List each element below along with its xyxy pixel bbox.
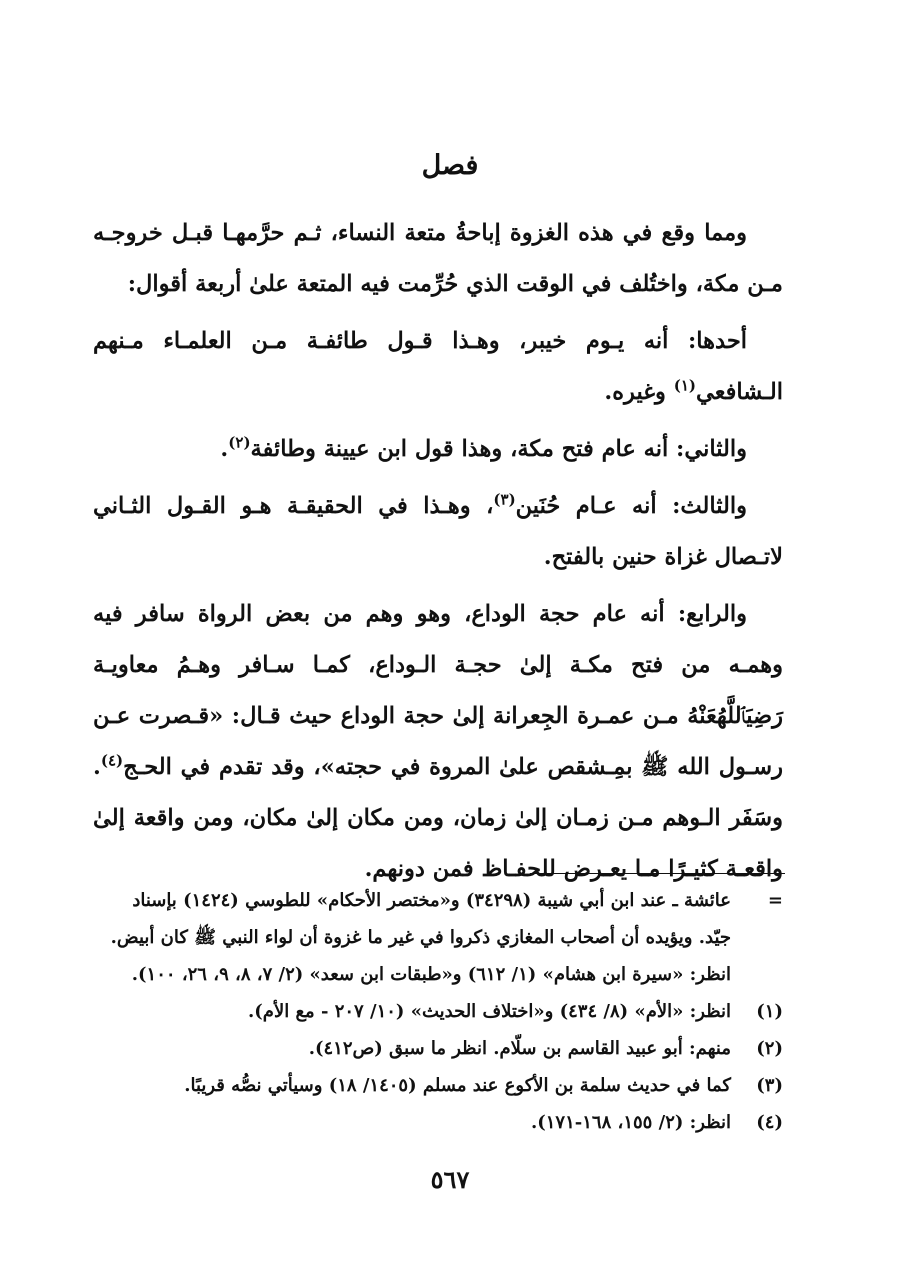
footnote-continuation-line: انظر: «سيرة ابن هشام» (١/ ٦١٢) و«طبقات ابن سعد» (٢/ ٧، ٨، ٩، ٢٦، ١٠٠). — [131, 964, 731, 985]
paragraph-first-opinion-end: وغيره. — [604, 379, 674, 405]
footnote-text: انظر: «الأم» (٨/ ٤٣٤) و«اختلاف الحديث» (١٠/ ٢٠٧ - مع الأم). — [248, 1001, 731, 1022]
paragraph-second-opinion-text: والثاني: أنه عام فتح مكة، وهذا قول ابن عيينة وطائفة — [250, 436, 747, 462]
paragraph-fourth-opinion-text: والرابع: أنه عام حجة الوداع، وهو وهم من بعض الرواة سافر فيه وهمـه من فتح مكـة إلىٰ حجـة الـوداع، كمـا سـافر وهـمُ معاويـة رَضِيَٱللَّهُعَنْهُ مـن عمـرة الجِعرانة إلىٰ حجة الوداع حيث قـال: «قـصرت عـن رسـول الله ﷺ بمِـشقص علىٰ المروة في حجته»، وقد تقدم في الحـج — [93, 601, 783, 780]
paragraph-third-opinion-end: ، وهـذا في الحقيقـة هـو القـول الثـاني لاتـصال غزاة حنين بالفتح. — [93, 493, 783, 570]
paragraph-fourth-opinion-end: . وسَفَر الـوهم مـن زمـان إلىٰ زمان، ومن مكان إلىٰ مكان، ومن واقعة إلىٰ واقعـة كثيـرًا مـا يعـرض للحفـاظ فمن دونهم. — [93, 754, 783, 882]
paragraph-first-opinion — [93, 316, 783, 418]
paragraph-second-opinion-end: . — [220, 436, 229, 462]
footnote-continuation-line: جيّد. ويؤيده أن أصحاب المغازي ذكروا في غير ما غزوة أن لواء النبي ﷺ كان أبيض. — [110, 927, 731, 948]
paragraph-first-opinion-text: أحدها: أنه يـوم خيبر، وهـذا قـول طائفـة مـن العلمـاء مـنهم الـشافعي — [93, 328, 783, 405]
main-text — [93, 208, 783, 895]
footnote-text: منهم: أبو عبيد القاسم بن سلّام. انظر ما سبق (ص٤١٢). — [308, 1038, 731, 1059]
footnote-marker: (١) — [756, 1001, 783, 1022]
page-number: ٥٦٧ — [430, 1165, 470, 1194]
paragraph-second-opinion — [93, 424, 783, 475]
footnotes — [93, 882, 783, 1141]
footnote-ref-2[interactable]: (٢) — [228, 433, 251, 452]
paragraph-intro — [93, 208, 783, 310]
footnote-marker: (٢) — [756, 1038, 783, 1059]
footnote-ref-1[interactable]: (١) — [673, 376, 696, 395]
footnote-item — [93, 1104, 783, 1141]
footnote-marker: (٤) — [756, 1112, 783, 1133]
footnote-divider — [530, 873, 785, 874]
footnote-item — [93, 1030, 783, 1067]
footnote-item — [93, 993, 783, 1030]
footnote-continuation-marker: = — [767, 890, 783, 911]
footnote-continuation — [93, 882, 783, 919]
paragraph-fourth-opinion — [93, 589, 783, 895]
footnote-marker: (٣) — [756, 1075, 783, 1096]
footnote-text: انظر: (٢/ ١٥٥، ١٦٨-١٧١). — [530, 1112, 731, 1133]
section-heading: فصل — [421, 150, 479, 181]
paragraph-third-opinion-text: والثالث: أنه عـام حُنَين — [515, 493, 747, 519]
paragraph-third-opinion — [93, 481, 783, 583]
footnote-continuation-line: عائشة ـ عند ابن أبي شيبة (٣٤٢٩٨) و«مختصر الأحكام» للطوسي (١٤٢٤) بإسناد — [132, 890, 731, 911]
footnote-ref-4[interactable]: (٤) — [100, 751, 124, 770]
footnote-text: كما في حديث سلمة بن الأكوع عند مسلم (١٤٠٥/ ١٨) وسيأتي نصُّه قريبًا. — [184, 1075, 731, 1096]
footnote-item — [93, 1067, 783, 1104]
paragraph-intro-text: ومما وقع في هذه الغزوة إباحةُ متعة النساء، ثـم حرَّمهـا قبـل خروجـه مـن مكة، واختُلف في الوقت الذي حُرِّمت فيه المتعة علىٰ أربعة أقوال: — [93, 220, 783, 297]
footnote-ref-3[interactable]: (٣) — [493, 490, 516, 509]
